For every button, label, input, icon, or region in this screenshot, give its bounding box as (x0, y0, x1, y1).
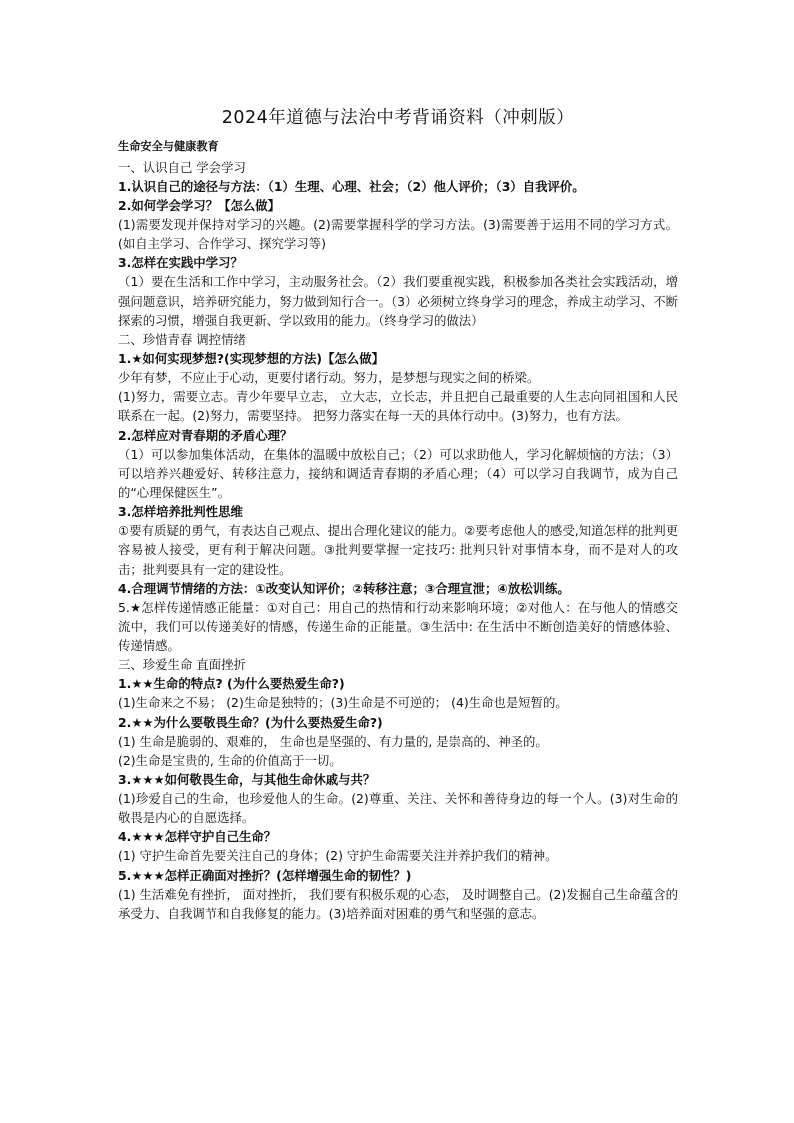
paragraph: (1) 生命是脆弱的、艰难的， 生命也是坚强的、有力量的, 是崇高的、神圣的。 (118, 733, 548, 749)
paragraph: (2)生命是宝贵的, 生命的价值高于一切。 (118, 752, 342, 768)
document-title: 2024年道德与法治中考背诵资料（冲刺版） (221, 108, 575, 128)
subsection-heading: 一、认识自己 学会学习 (118, 160, 246, 175)
paragraph: (1) 守护生命首先要关注自己的身体；(2) 守护生命需要关注并养护我们的精神。 (118, 848, 558, 864)
question-line: 4.合理调节情绪的方法：①改变认知评价；②转移注意；③合理宣泄；④放松训练。 (118, 580, 570, 596)
paragraph: ①要有质疑的勇气，有表达自己观点、提出合理化建议的能力。②要考虑他人的感受,知道怎样的批判更容易被人接受，更有利于解决问题。③批判要掌握一定技巧: 批判只针对事情本身，而不是对人的攻击；批判要具有一定的建设性。 (118, 523, 678, 577)
paragraph: （1）要在生活和工作中学习，主动服务社会。（2）我们要重视实践，积极参加各类社会实践活动，增强问题意识，培养研究能力，努力做到知行合一。（3）必须树立终身学习的理念，养成主动学习、不断探索的习惯，增强自我更新、学以致用的能力。（终身学习的做法） (118, 274, 678, 328)
question-line: 3.★★★如何敬畏生命，与其他生命休戚与共？ (118, 772, 376, 788)
paragraph: (1)生命来之不易； (2)生命是独特的；(3)生命是不可逆的； (4)生命也是短暂的。 (118, 695, 568, 711)
subsection-heading: 二、珍惜青春 调控情绪 (118, 332, 246, 348)
paragraph: 少年有梦，不应止于心动，更要付诸行动。努力，是梦想与现实之间的桥梁。 (118, 370, 540, 386)
document-page (118, 104, 678, 923)
question-line: 2.如何学会学习？【怎么做】 (118, 198, 281, 213)
subsection-heading: 三、珍爱生命 直面挫折 (118, 657, 246, 673)
question-line: 4.★★★怎样守护自己生命？ (118, 829, 277, 845)
paragraph: (1)需要发现并保持对学习的兴趣。(2)需要掌握科学的学习方法。(3)需要善于运用不同的学习方式。(如自主学习、合作学习、探究学习等) (118, 217, 678, 252)
question-line: 1.★★生命的特点? (为什么要热爱生命?) (118, 676, 345, 692)
paragraph: 5.★怎样传递情感正能量：①对自己：用自己的热情和行动来影响环境；②对他人：在与他人的情感交流中，我们可以传递美好的情感，传递生命的正能量。③生活中: 在生活中不断创造美好的情感体验、传递情感。 (118, 599, 678, 654)
question-line: 2.★★为什么要敬畏生命？(为什么要热爱生命?) (118, 714, 383, 730)
paragraph: (1) 生活难免有挫折， 面对挫折， 我们要有积极乐观的心态， 及时调整自己。(2)发掘自己生命蕴含的承受力、自我调节和自我修复的能力。(3)培养面对困难的勇气和坚强的意志。 (118, 886, 678, 921)
question-line: 3.怎样培养批判性思维 (118, 504, 243, 520)
question-line: 5.★★★怎样正确面对挫折？(怎样增强生命的韧性？) (118, 867, 412, 883)
paragraph: （1）可以参加集体活动，在集体的温暖中放松自己；（2）可以求助他人，学习化解烦恼的方法；（3）可以培养兴趣爱好、转移注意力，接纳和调适青春期的矛盾心理；（4）可以学习自我调节，成为自己的“心理保健医生”。 (118, 446, 678, 501)
document-body (118, 158, 678, 923)
paragraph: (1)努力，需要立志。青少年要早立志， 立大志，立长志，并且把自己最重要的人生志向同祖国和人民联系在一起。(2)努力，需要坚持。 把努力落实在每一天的具体行动中。(3)努力，也有方法。 (118, 389, 678, 424)
question-line: 3.怎样在实践中学习？ (118, 255, 243, 271)
question-line: 1.认识自己的途径与方法：（1）生理、心理、社会；（2）他人评价；（3）自我评价。 (118, 179, 585, 194)
section-heading: 生命安全与健康教育 (118, 140, 219, 153)
question-line: 2.怎样应对青春期的矛盾心理？ (118, 427, 293, 443)
paragraph: (1)珍爱自己的生命，也珍爱他人的生命。(2)尊重、关注、关怀和善待身边的每一个人。(3)对生命的敬畏是内心的自愿选择。 (118, 791, 678, 826)
question-line: 1.★如何实现梦想?(实现梦想的方法)【怎么做】 (118, 351, 384, 367)
